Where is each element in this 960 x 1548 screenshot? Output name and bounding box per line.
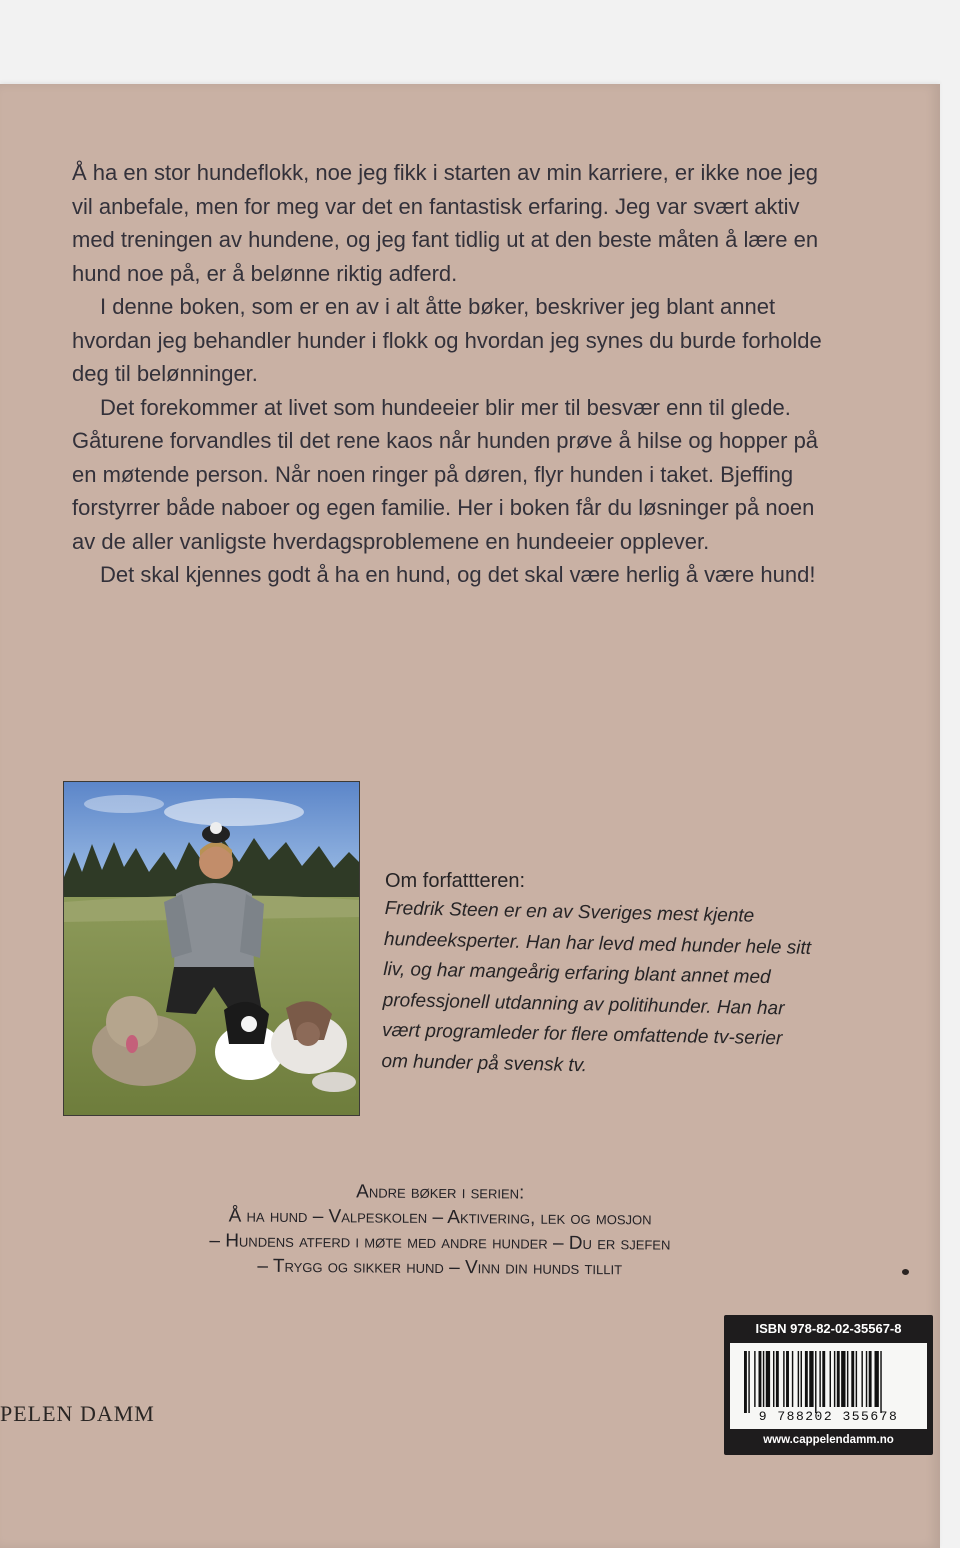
author-photo-illustration: [64, 782, 359, 1115]
publisher-url: www.cappelendamm.no: [763, 1434, 894, 1446]
barcode-bar: [783, 1351, 784, 1407]
barcode-bar: [856, 1351, 857, 1407]
barcode-bar: [748, 1351, 749, 1413]
barcode-bar: [861, 1351, 862, 1407]
barcode-bar: [837, 1351, 840, 1407]
barcode-bar: [869, 1351, 872, 1407]
barcode-bar: [866, 1351, 867, 1407]
about-author-text: Fredrik Steen er en av Sveriges mest kjente hundeeksperter. Han har levd med hunder hele sitt liv, og har mangeårig erfaring blant annet med professjonell utdanning av politihunder. Han har vært programleder for flere omfattende tv-serier om hunder på svensk tv.: [381, 897, 812, 1076]
barcode-bar: [786, 1351, 789, 1407]
blurb-paragraph: I denne boken, som er en av i alt åtte bøker, beskriver jeg blant annet hvordan jeg behandler hunder i flokk og hvordan jeg synes du burde forholde deg til belønninger.: [72, 294, 822, 386]
isbn-label: ISBN 978-82-02-35567-8: [755, 1321, 902, 1336]
barcode-bar: [819, 1351, 820, 1407]
barcode-bar: [805, 1351, 808, 1407]
series-line: – Trygg og sikker hund – Vinn din hunds tillit: [257, 1255, 623, 1280]
about-author-heading: Om forfattteren:: [385, 870, 526, 892]
barcode-bar: [763, 1351, 764, 1407]
series-line: – Hundens atferd i møte med andre hunder – Du er sjefen: [209, 1230, 671, 1255]
barcode-bar: [880, 1351, 881, 1413]
barcode-bar: [841, 1351, 845, 1407]
series-list: [90, 1178, 791, 1283]
barcode-bar: [776, 1351, 779, 1407]
publisher-logo: PELEN DAMM: [0, 1401, 155, 1426]
barcode: [730, 1343, 927, 1429]
blurb-paragraph: Det forekommer at livet som hundeeier blir mer til besvær enn til glede. Gåturene forvandles til det rene kaos når hunden prøve å hilse og hopper på en møtende person. Når noen ringer på døren, flyr hunden i taket. Bjeffing forstyrrer både naboer og egen familie. Her i boken får du løsninger på noen av de aller vanligste hverdagsproblemene en hundeeier opplever.: [72, 394, 819, 554]
barcode-bar: [798, 1351, 799, 1407]
blurb-text: [72, 156, 832, 592]
barcode-bar: [834, 1351, 835, 1407]
barcode-bar: [830, 1351, 831, 1407]
series-heading: Andre bøker i serien:: [356, 1181, 525, 1204]
barcode-bar: [792, 1351, 793, 1407]
author-photo: [63, 781, 360, 1116]
barcode-digits: 9 788202 355678: [758, 1409, 899, 1424]
barcode-bar: [744, 1351, 747, 1413]
series-line: Å ha hund – Valpeskolen – Aktivering, lek og mosjon: [228, 1205, 652, 1230]
barcode-bar: [851, 1351, 854, 1407]
barcode-bar: [801, 1351, 802, 1407]
barcode-bar: [766, 1351, 770, 1407]
barcode-bar: [809, 1351, 813, 1407]
barcode-bar: [773, 1351, 774, 1407]
blurb-paragraph: Å ha en stor hundeflokk, noe jeg fikk i starten av min karriere, er ikke noe jeg vil anbefale, men for meg var det en fantastisk erfaring. Jeg var svært aktiv med treningen av hundene, og jeg fant tidlig ut at den beste måten å lære en hund noe på, er å belønne riktig adferd.: [72, 160, 819, 286]
blurb-paragraph: Det skal kjennes godt å ha en hund, og det skal være herlig å være hund!: [100, 562, 816, 587]
barcode-bar: [822, 1351, 825, 1407]
barcode-bar: [754, 1351, 755, 1407]
speck-mark: [902, 1269, 909, 1275]
barcode-bars: [730, 1343, 927, 1413]
barcode-bar: [847, 1351, 848, 1407]
about-author: [381, 868, 815, 1077]
isbn-barcode-box: [724, 1315, 933, 1455]
book-back-cover: [0, 84, 940, 1548]
barcode-bar: [815, 1351, 816, 1413]
barcode-bar: [759, 1351, 762, 1407]
barcode-bar: [875, 1351, 879, 1407]
